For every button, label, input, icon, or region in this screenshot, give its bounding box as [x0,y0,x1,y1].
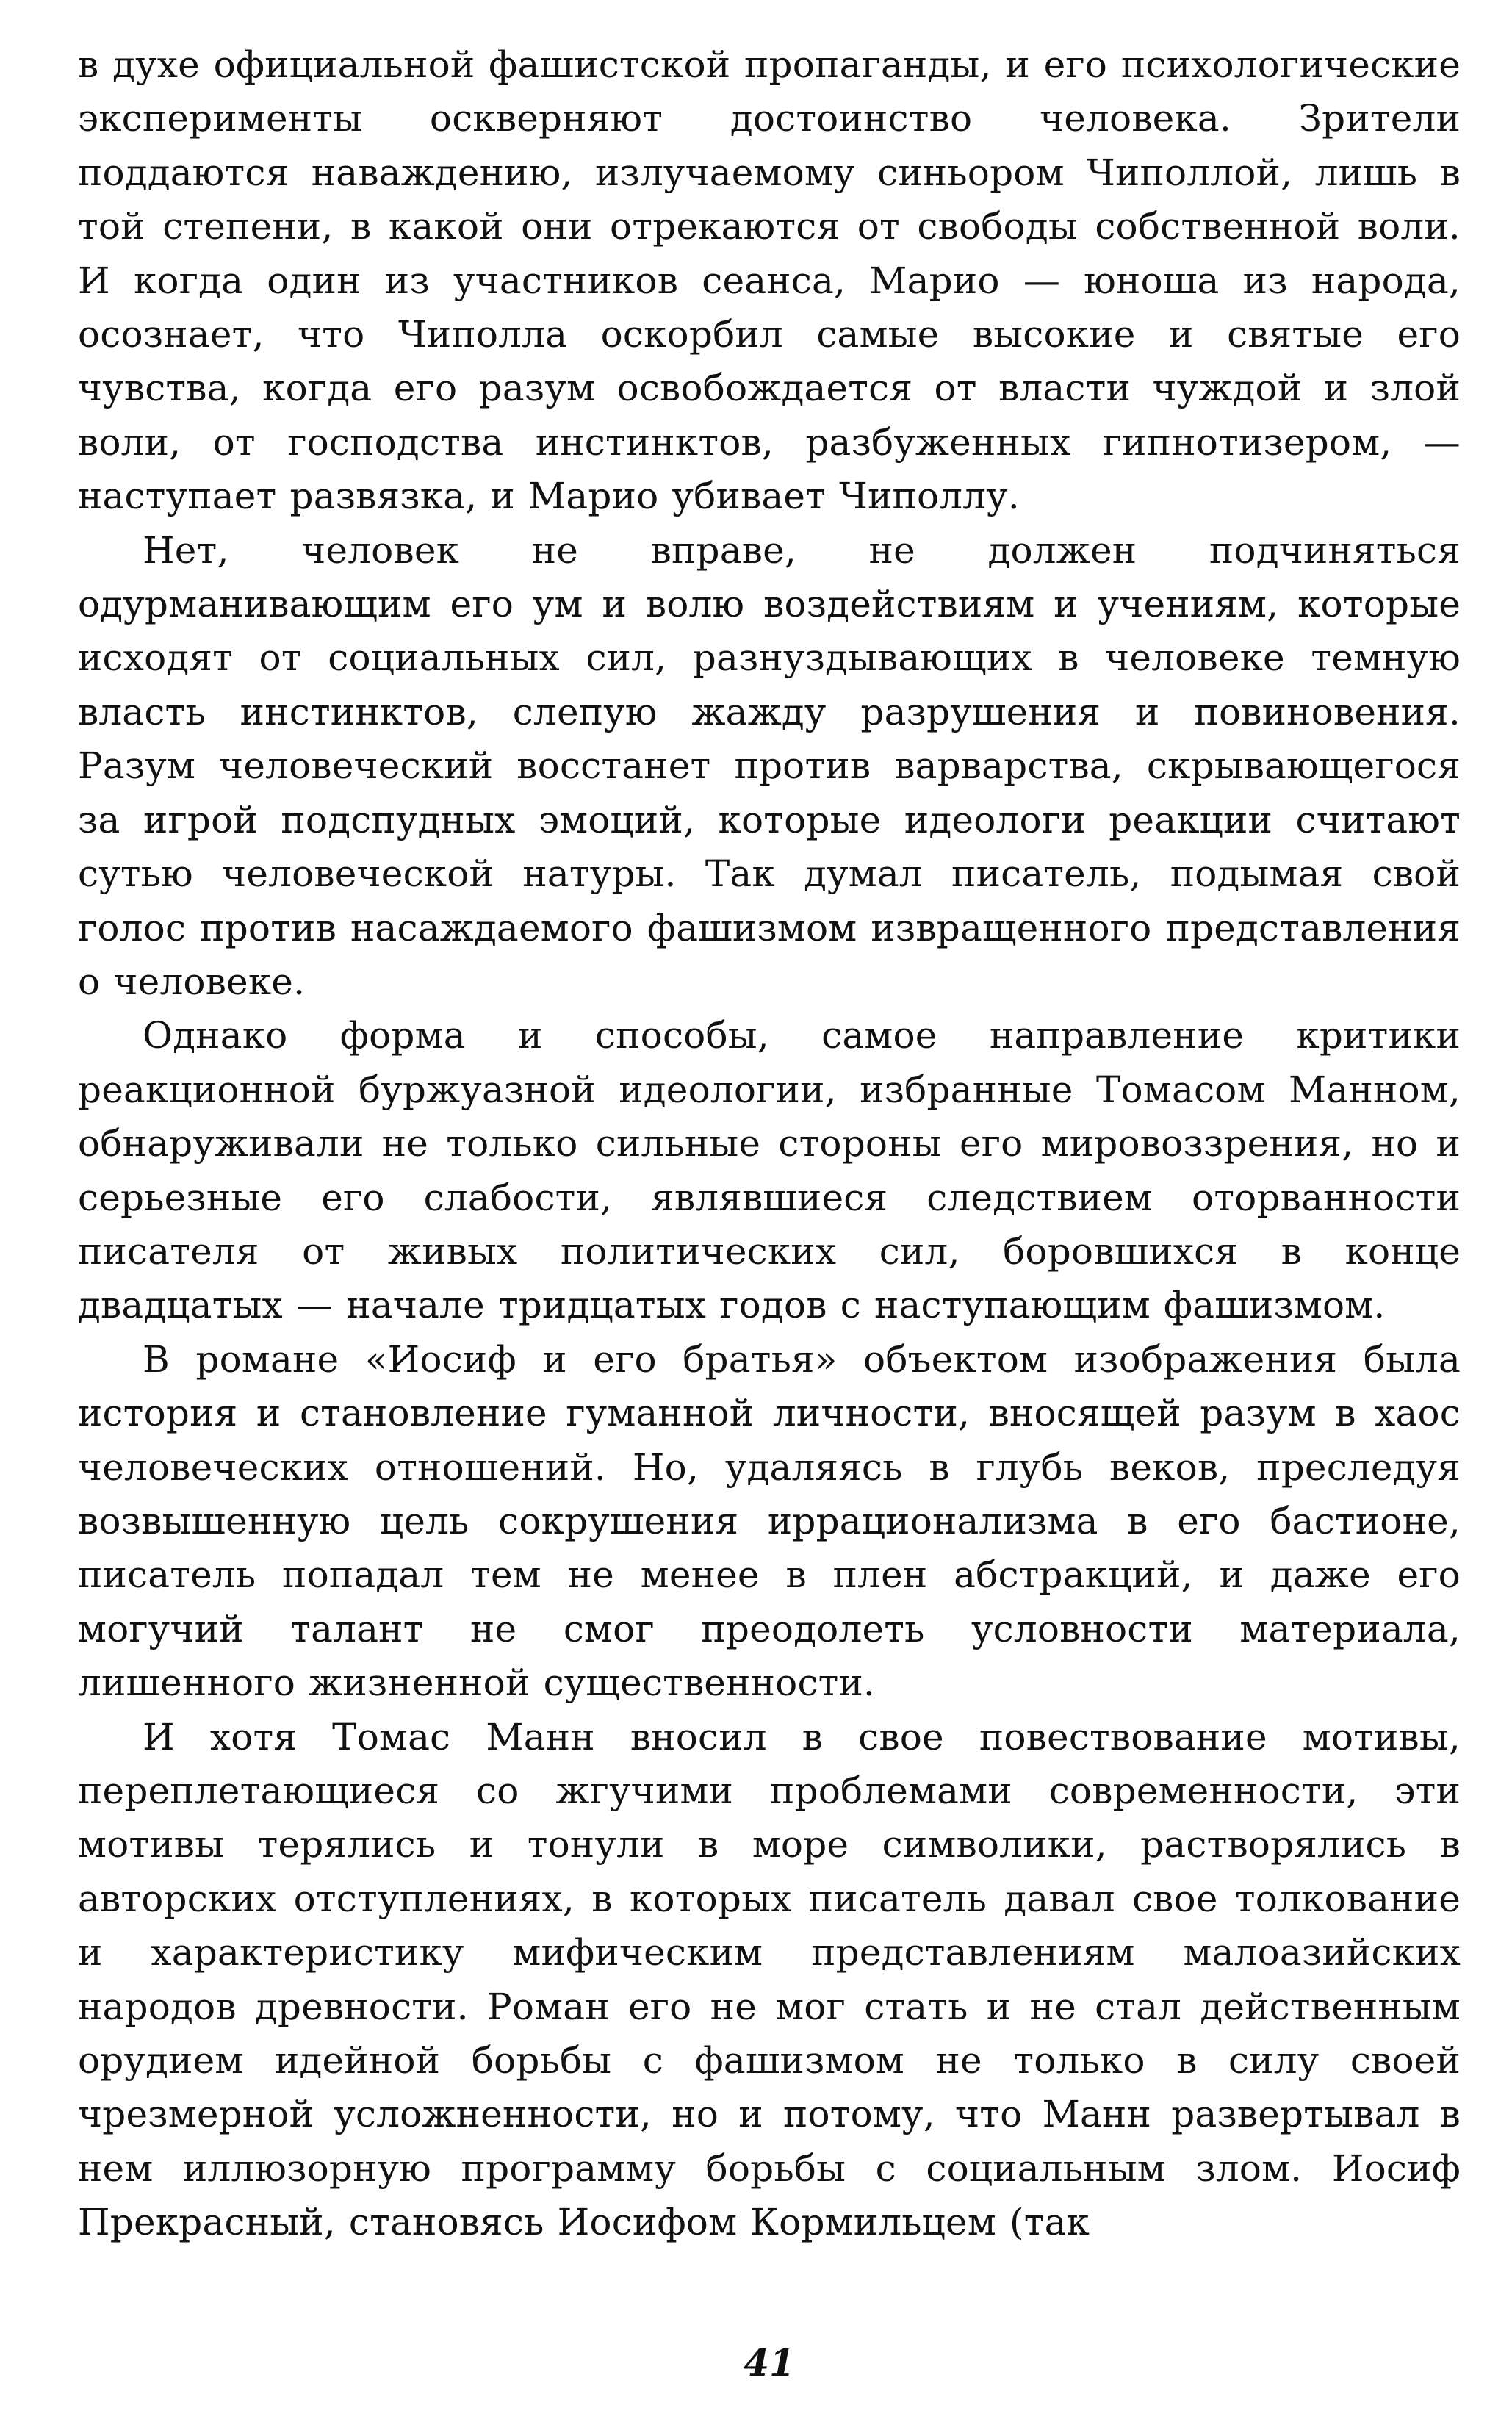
paragraph-5: И хотя Томас Манн вносил в свое повествование мотивы, переплетающиеся со жгучими проблемами современности, эти мотивы терялись и тонули в море символики, растворялись в авторских отступлениях, в которых писатель давал свое толкование и характеристику мифическим представлениям малоазийских народов древности. Роман его не мог стать и не стал действенным орудием идейной борьбы с фашизмом не только в силу своей чрезмерной усложненности, но и потому, что Манн развертывал в нем иллюзорную программу борьбы с социальным злом. Иосиф Прекрасный, становясь Иосифом Кормильцем (так [78,1715,1461,2244]
paragraph-3: Однако форма и способы, самое направление критики реакционной буржуазной идеологии, избранные Томасом Манном, обнаруживали не только сильные стороны его мировоззрения, но и серьезные его слабости, являвшиеся следствием оторванности писателя от живых политических сил, боровшихся в конце двадцатых — начале тридцатых годов с наступающим фашизмом. [78,1014,1461,1327]
book-page [78,38,1461,2404]
paragraph-4: В романе «Иосиф и его братья» объектом изображения была история и становление гуманной личности, вносящей разум в хаос человеческих отношений. Но, удаляясь в глубь веков, преследуя возвышенную цель сокрушения иррационализма в его бастионе, писатель попадал тем не менее в плен абстракций, и даже его могучий талант не смог преодолеть условности материала, лишенного жизненной существенности. [78,1337,1461,1705]
page-number: 41 [744,2341,795,2385]
paragraph-1: в духе официальной фашистской пропаганды, и его психологические эксперименты оскверняют достоинство человека. Зрители поддаются наваждению, излучаемому синьором Чиполлой, лишь в той степени, в какой они отрекаются от свободы собственной воли. И когда один из участников сеанса, Марио — юноша из народа, осознает, что Чиполла оскорбил самые высокие и святые его чувства, когда его разум освобождается от власти чуждой и злой воли, от господства инстинктов, разбуженных гипнотизером, — наступает развязка, и Марио убивает Чиполлу. [78,43,1461,518]
paragraph-2: Нет, человек не вправе, не должен подчиняться одурманивающим его ум и волю воздействиям и учениям, которые исходят от социальных сил, разнуздывающих в человеке темную власть инстинктов, слепую жажду разрушения и повиновения. Разум человеческий восстанет против варварства, скрывающегося за игрой подспудных эмоций, которые идеологи реакции считают сутью человеческой натуры. Так думал писатель, подымая свой голос против насаждаемого фашизмом извращенного представления о человеке. [78,528,1461,1003]
